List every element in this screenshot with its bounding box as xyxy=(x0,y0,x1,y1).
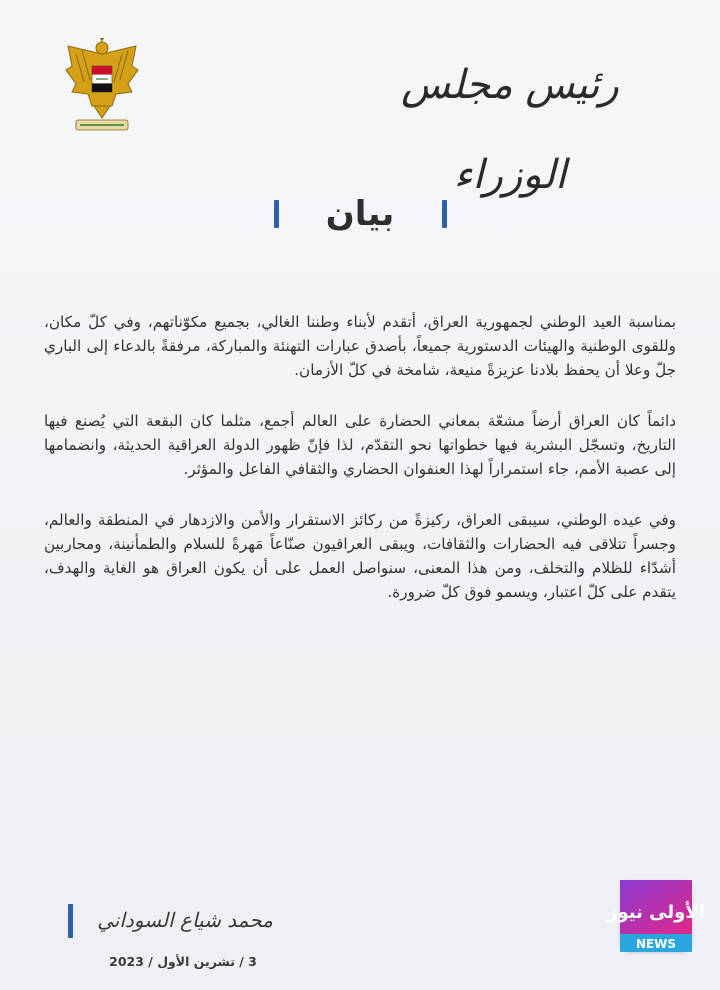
paragraph: بمناسبة العيد الوطني لجمهورية العراق، أتقدم لأبناء وطننا الغالي، بجميع مكوّناتهم، وفي كلّ مكان، وللقوى الوطنية والهيئات الدستورية جميعاً، بأصدق عبارات التهنئة والمباركة، مرفقةً بالدعاء إلى الباري جلّ وعلا أن يحفظ بلادنا عزيزةً منيعة، شامخة في كلّ الأزمان. xyxy=(44,313,676,379)
logo-arabic-text: الأولى نيوز xyxy=(607,902,705,923)
statement-body xyxy=(44,310,676,631)
news-logo xyxy=(607,880,705,952)
paragraph: وفي عيده الوطني، سيبقى العراق، ركيزةً من ركائز الاستقرار والأمن والازدهار في المنطقة والعالم، وجسراً تتلاقى فيه الحضارات والثقافات، ويبقى العراقيون صنّاعاً مَهرةً للسلام والطمأنينة، ومحاربين أشدّاء للظلام والتخلف، ومن هذا المعنى، سنواصل العمل على أن يكون العراق هو الغاية والهدف، يتقدم على كلّ اعتبار، ويسمو فوق كلّ ضرورة. xyxy=(44,511,676,601)
iraq-emblem-icon xyxy=(62,36,142,136)
logo-news-text: NEWS xyxy=(635,937,677,951)
paragraph: دائماً كان العراق أرضاً مشعّة بمعاني الحضارة على العالم أجمع، مثلما كان البقعة التي يُصنع فيها التاريخ، وتسجّل البشرية فيها خطواتها نحو التقدّم، لذا فإنّ ظهور الدولة العراقية الحديثة، وانضمامها إلى عصبة الأمم، جاء استمراراً لهذا العنفوان الحضاري والثقافي الفاعل والمؤثر. xyxy=(44,412,676,478)
heading-accent-bar-right xyxy=(442,200,447,228)
statement-heading xyxy=(0,190,720,240)
statement-heading-text: بيان xyxy=(325,194,395,234)
signature: محمد شياع السوداني xyxy=(97,908,273,932)
signature-accent-bar xyxy=(68,904,73,938)
office-title: رئيس مجلس الوزراء xyxy=(401,62,619,198)
statement-date: 3 / تشرين الأول / 2023 xyxy=(109,954,257,969)
